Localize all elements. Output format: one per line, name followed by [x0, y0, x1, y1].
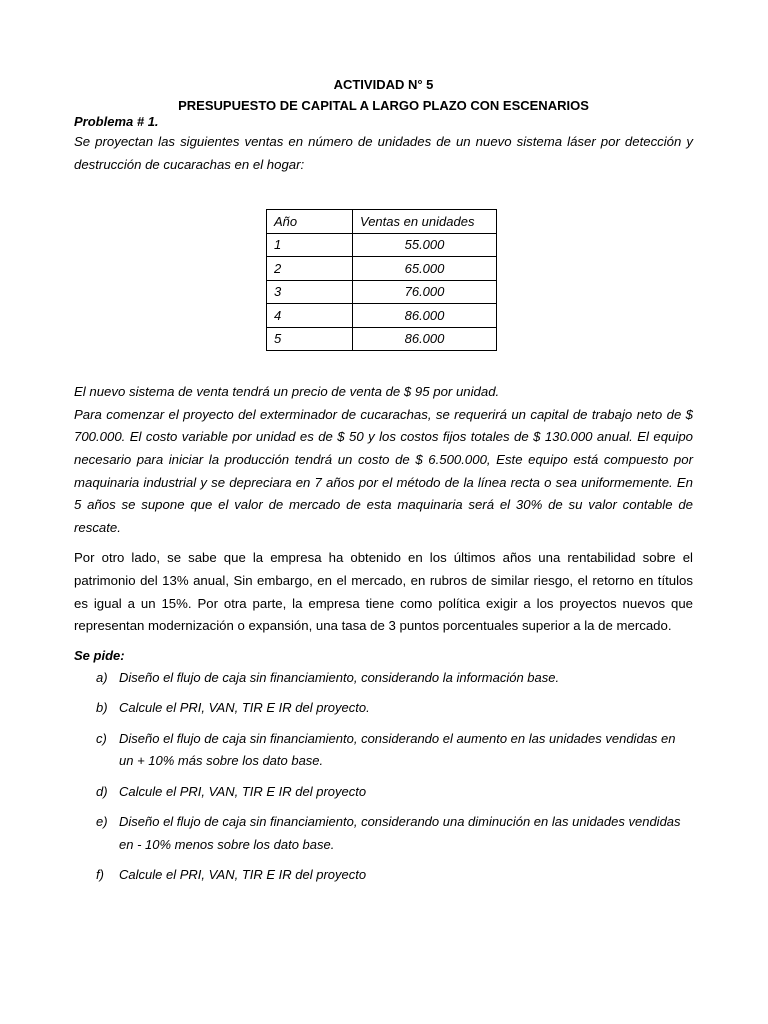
units-cell: 86.000: [353, 327, 497, 351]
table-row: [267, 233, 497, 257]
item-text: Diseño el flujo de caja sin financiamiento, considerando una diminución en las unidades vendidas en - 10% menos sobre los dato base.: [119, 814, 681, 852]
item-letter: f): [96, 867, 104, 883]
units-cell: 55.000: [353, 233, 497, 257]
table-row: [267, 257, 497, 281]
price-sentence: El nuevo sistema de venta tendrá un precio de venta de $ 95 por unidad.: [74, 384, 500, 400]
tasks-heading: Se pide:: [74, 647, 125, 663]
profitability-paragraph: Por otro lado, se sabe que la empresa ha obtenido en los últimos años una rentabilidad sobre el patrimonio del 13% anual, Sin embargo, en el mercado, en rubros de similar riesgo, el retorno en títulos es igual a un 15%. Por otra parte, la empresa tiene como política exigir a los proyectos nuevos que representan modernización o expansión, una tasa de 3 puntos porcentuales superior a la de mercado.: [74, 550, 693, 634]
task-list: [74, 667, 693, 887]
year-cell: 1: [267, 233, 353, 257]
units-cell: 65.000: [353, 257, 497, 281]
sales-table: [266, 209, 497, 351]
item-letter: c): [96, 730, 107, 746]
list-item: [74, 667, 693, 690]
year-cell: 3: [267, 280, 353, 304]
list-item: [74, 811, 693, 856]
list-item: [74, 864, 693, 887]
item-text: Diseño el flujo de caja sin financiamiento, considerando el aumento en las unidades vendidas en un + 10% más sobre los dato base.: [119, 730, 676, 769]
activity-heading: ACTIVIDAD N° 5: [333, 77, 434, 92]
table-row: [267, 304, 497, 328]
table-row: [267, 327, 497, 351]
header-units: Ventas en unidades: [353, 210, 497, 234]
list-item: [74, 728, 693, 773]
item-text: Calcule el PRI, VAN, TIR E IR del proyecto: [119, 867, 367, 883]
year-cell: 2: [267, 257, 353, 281]
units-cell: 76.000: [353, 280, 497, 304]
header-year: Año: [267, 210, 353, 234]
problem-label: Problema # 1.: [74, 114, 159, 129]
item-text: Calcule el PRI, VAN, TIR E IR del proyecto: [119, 783, 367, 799]
year-cell: 4: [267, 304, 353, 328]
project-description: Para comenzar el proyecto del exterminador de cucarachas, se requerirá un capital de trabajo neto de $ 700.000. El costo variable por unidad es de $ 50 y los costos fijos totales de $ 130.000 anual. El equipo necesario para iniciar la producción tendrá un costo de $ 6.500.000, Este equipo está compuesto por maquinaria industrial y se depreciara en 7 años por el método de la línea recta o sea uniformemente. En 5 años se supone que el valor de mercado de esta maquinaria será el 30% de su valor contable de rescate.: [74, 406, 693, 535]
item-letter: e): [96, 814, 108, 830]
item-letter: d): [96, 783, 108, 799]
item-text: Diseño el flujo de caja sin financiamiento, considerando la información base.: [119, 669, 560, 685]
table-header-row: [267, 210, 497, 234]
table-row: [267, 280, 497, 304]
list-item: [74, 697, 693, 720]
list-item: [74, 781, 693, 804]
problem-intro: Se proyectan las siguientes ventas en número de unidades de un nuevo sistema láser por detección y destrucción de cucarachas en el hogar:: [74, 134, 693, 172]
document-title: PRESUPUESTO DE CAPITAL A LARGO PLAZO CON ESCENARIOS: [178, 98, 589, 113]
item-letter: b): [96, 700, 108, 716]
item-text: Calcule el PRI, VAN, TIR E IR del proyecto.: [119, 700, 370, 716]
units-cell: 86.000: [353, 304, 497, 328]
item-letter: a): [96, 669, 108, 685]
year-cell: 5: [267, 327, 353, 351]
